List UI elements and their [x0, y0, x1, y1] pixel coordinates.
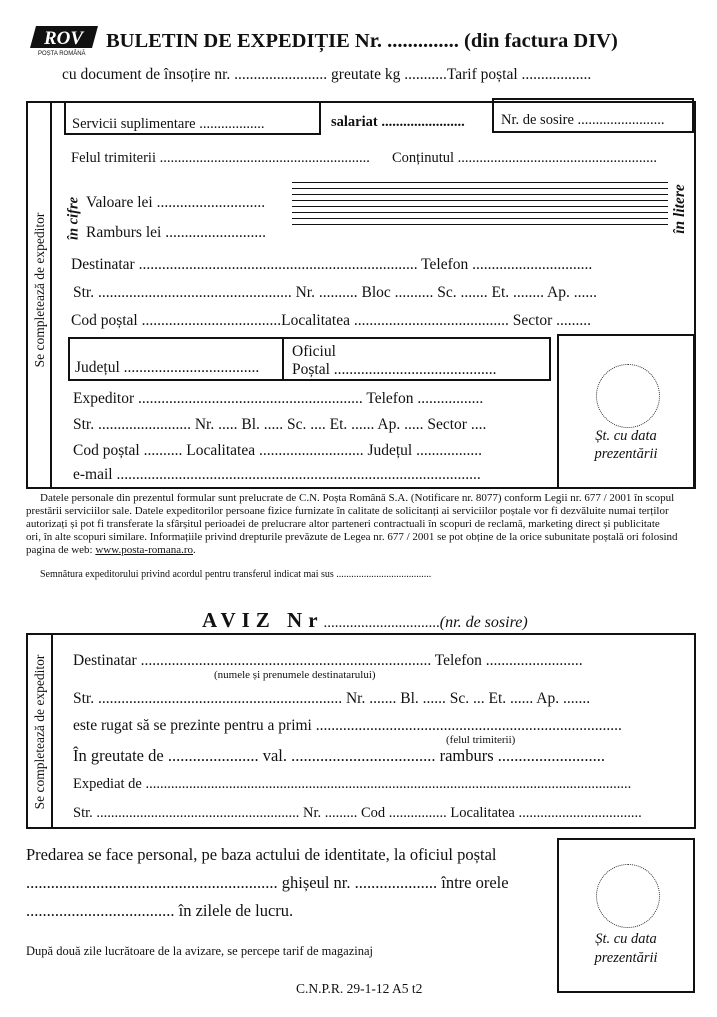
privacy-notice-line3: autorizați și pot fi transferate la sfârșitul perioadei de prelucrare altor parteneri contractuali în scopuri de reclamă, marketing direct și publicitate — [26, 518, 660, 530]
nr-sosire-field[interactable]: Nr. de sosire ........................ — [501, 112, 665, 128]
oficiul-postal-field[interactable]: Poștal .......................................... — [292, 361, 497, 378]
side-divider — [50, 101, 52, 489]
header-subline: cu document de însoțire nr. ........................ greutate kg ...........Tarif poștal .................. — [62, 66, 592, 83]
side-label: Se completează de expeditor — [32, 212, 47, 368]
predarea-line1: Predarea se face personal, pe baza actului de identitate, la oficiul poștal — [26, 845, 497, 864]
in-cifre-label: în cifre — [65, 196, 82, 241]
stamp-circle-2 — [596, 864, 660, 928]
oficiul-label: Oficiul — [292, 343, 336, 360]
privacy-notice-line2: prestării serviciilor sale. Datele expeditorilor persoane fizice furnizate în calitate de solicitanți ai serviciilor poștale vor fi dezvăluite numai terților — [26, 505, 669, 517]
sender-street-field[interactable]: Str. ........................ Nr. ..... Bl. ..... Sc. .... Et. ...... Ap. ..... Sector .... — [73, 416, 487, 433]
email-field[interactable]: e-mail .............................................................................................. — [73, 466, 481, 483]
expeditor-field[interactable]: Expeditor .......................................................... Telefon ................. — [73, 390, 484, 407]
aviz-side-label: Se completează de expeditor — [32, 654, 47, 810]
aviz-number-field[interactable]: ............................... — [323, 615, 440, 631]
logo — [30, 26, 98, 56]
aviz-sender-street-field[interactable]: Str. ........................................................ Nr. ......... Cod ................ Localitatea .................................. — [73, 805, 642, 821]
posta-romana-logo-icon — [30, 26, 98, 56]
website-link[interactable]: www.posta-romana.ro — [95, 544, 193, 556]
aviz-destinatar-hint: (numele și prenumele destinatarului) — [214, 669, 376, 681]
aviz-side-divider — [51, 633, 53, 829]
servicii-field[interactable]: Servicii suplimentare .................. — [72, 116, 265, 132]
stamp-label-line2: prezentării — [594, 446, 658, 462]
destinatar-field[interactable]: Destinatar ........................................................................ Telefon ............................... — [71, 256, 593, 273]
stamp-circle — [596, 364, 660, 428]
street-field[interactable]: Str. .................................................. Nr. .......... Bloc .......... Sc. ....... Et. ........ Ap. ...... — [73, 284, 597, 301]
magazinaj-note: După două zile lucrătoare de la avizare, se percepe tarif de magazinaj — [26, 944, 374, 958]
privacy-notice-line4: ori, în alte scopuri similare. Informațiile privind drepturile prevăzute de Legea nr. 677 / 2001 se pot obține de la orice subunitate poștală ori folosind — [26, 531, 678, 543]
form-title: BULETIN DE EXPEDIȚIE Nr. .............. (din factura DIV) — [106, 30, 618, 52]
judetul-field[interactable]: Județul ................................... — [75, 359, 260, 376]
aviz-greutate-field[interactable]: În greutate de ...................... val. ................................... ramburs .......................... — [73, 746, 606, 765]
logo-text: ROV — [44, 28, 84, 49]
predarea-line2[interactable]: ............................................................. ghișeul nr. .................... între orele — [26, 873, 509, 892]
stamp2-label-line1: Șt. cu data — [595, 931, 657, 947]
stamp2-label-line2: prezentării — [594, 950, 658, 966]
ramburs-field[interactable]: Ramburs lei .......................... — [86, 224, 266, 241]
valoare-field[interactable]: Valoare lei ............................ — [86, 194, 266, 211]
predarea-line3[interactable]: .................................... în zilele de lucru. — [26, 901, 294, 920]
cod-postal-field[interactable]: Cod poștal ....................................Localitatea ........................................ Sector ......... — [71, 312, 592, 329]
sender-cod-field[interactable]: Cod poștal .......... Localitatea ........................... Județul ................. — [73, 442, 482, 459]
aviz-street-field[interactable]: Str. ............................................................... Nr. ....... Bl. ...... Sc. ... Et. ...... Ap. ....... — [73, 690, 591, 707]
stamp-label-line1: Șt. cu data — [595, 428, 657, 444]
logo-subtext: POȘTA ROMÂNĂ — [38, 51, 86, 56]
signature-line[interactable]: Semnătura expeditorului privind acordul pentru transferul indicat mai sus ...................................... — [40, 569, 432, 580]
felul-trimiterii-field[interactable]: Felul trimiterii .......................................................... — [71, 150, 370, 166]
aviz-expediat-field[interactable]: Expediat de ...................................................................................................................................... — [73, 776, 632, 792]
privacy-notice-line5: pagina de web: — [26, 544, 93, 556]
in-litere-label: în litere — [671, 184, 688, 234]
aviz-nr-sosire-label: (nr. de sosire) — [439, 614, 528, 631]
aviz-destinatar-field[interactable]: Destinatar ........................................................................... Telefon ......................... — [73, 652, 583, 669]
salariat-field[interactable]: salariat ....................... — [331, 114, 465, 130]
aviz-felul-hint: (felul trimiterii) — [446, 734, 516, 746]
privacy-notice-line1: Datele personale din prezentul formular sunt prelucrate de C.N. Poșta Română S.A. (Notificare nr. 8077) conform Legii nr. 677 / 2001 în scopul — [40, 492, 675, 504]
aviz-rugat-field[interactable]: este rugat să se prezinte pentru a primi ............................................................................... — [73, 717, 622, 734]
continutul-field[interactable]: Conținutul ....................................................... — [392, 150, 658, 166]
form-code: C.N.P.R. 29-1-12 A5 t2 — [296, 981, 423, 996]
aviz-title: AVIZ Nr — [202, 608, 324, 632]
